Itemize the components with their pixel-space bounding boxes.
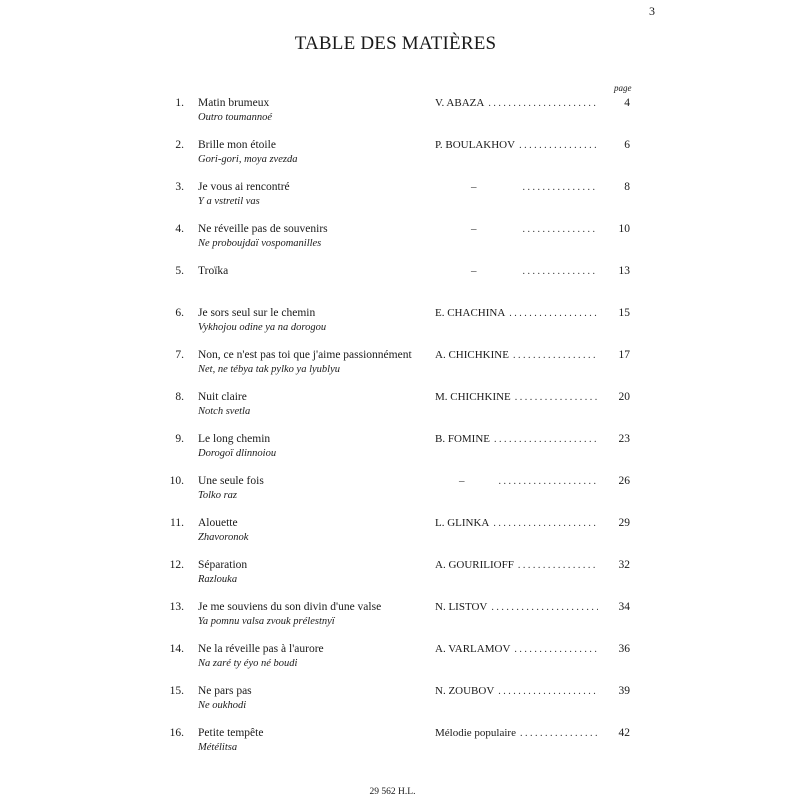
entry-title: Une seule fois	[198, 475, 264, 487]
entry-page: 10	[618, 223, 630, 235]
entry-page: 17	[618, 349, 630, 361]
entry-number: 11.	[170, 517, 184, 529]
entry-titles	[198, 138, 297, 167]
entry-title: Ne la réveille pas à l'aurore	[198, 643, 324, 655]
entry-transliteration: Métélitsa	[198, 742, 238, 753]
entry-titles	[198, 516, 248, 545]
toc-entry	[0, 96, 800, 138]
dot-leader	[513, 348, 598, 363]
dot-leader	[523, 180, 599, 195]
entry-composer: A. GOURILIOFF	[435, 559, 514, 571]
catalog-code: 29 562 H.L.	[369, 787, 416, 797]
toc-entry	[0, 474, 800, 516]
entry-titles	[198, 432, 276, 461]
entry-composer: N. ZOUBOV	[435, 685, 495, 697]
entry-composer: M. CHICHKINE	[435, 391, 511, 403]
toc-entry	[0, 222, 800, 264]
entry-number: 6.	[175, 307, 184, 319]
entry-page: 15	[618, 307, 630, 319]
dot-leader	[515, 390, 598, 405]
entry-title: Matin brumeux	[198, 97, 270, 109]
entry-page: 42	[618, 727, 630, 739]
entry-title: Alouette	[198, 517, 238, 529]
entry-number: 4.	[175, 223, 184, 235]
toc-entry	[0, 390, 800, 432]
entry-transliteration: Na zaré ty éyo né boudi	[198, 658, 298, 669]
toc-entry	[0, 432, 800, 474]
entry-number: 13.	[169, 601, 184, 613]
entry-transliteration: Ne oukhodi	[198, 700, 247, 711]
entry-page: 20	[618, 391, 630, 403]
entry-number: 10.	[169, 475, 184, 487]
entry-titles	[198, 96, 272, 125]
entry-title: Troïka	[198, 265, 229, 277]
toc-entry	[0, 642, 800, 684]
entry-transliteration: Outro toumannoé	[198, 112, 272, 123]
entry-number: 7.	[175, 349, 184, 361]
entry-transliteration: Notch svetla	[198, 406, 251, 417]
entry-page: 8	[624, 181, 630, 193]
entry-composer: N. LISTOV	[435, 601, 488, 613]
entry-number: 14.	[169, 643, 184, 655]
entry-titles	[198, 264, 228, 279]
entry-title: Nuit claire	[198, 391, 247, 403]
entry-composer: L. GLINKA	[435, 517, 490, 529]
entry-composer: P. BOULAKHOV	[435, 139, 516, 151]
entry-titles	[198, 726, 263, 755]
entry-title: Ne réveille pas de souvenirs	[198, 223, 328, 235]
entry-transliteration: Dorogoï dlinnoiou	[198, 448, 277, 459]
entry-number: 5.	[175, 265, 184, 277]
entry-page: 6	[624, 139, 630, 151]
entry-titles	[198, 600, 381, 629]
entry-composer: V. ABAZA	[435, 97, 485, 109]
entry-composer: A. CHICHKINE	[435, 349, 509, 361]
entry-number: 9.	[175, 433, 184, 445]
entry-number: 16.	[169, 727, 184, 739]
page-title: TABLE DES MATIÈRES	[294, 33, 497, 54]
entry-composer: Mélodie populaire	[435, 727, 516, 739]
entry-title: Ne pars pas	[198, 685, 252, 697]
entry-titles	[198, 558, 247, 587]
entry-transliteration: Zhavoronok	[198, 532, 249, 543]
entry-title: Non, ce n'est pas toi que j'aime passionnément	[198, 349, 412, 361]
entry-titles	[198, 348, 412, 377]
entry-titles	[198, 684, 252, 713]
dot-leader	[509, 306, 598, 321]
entry-number: 1.	[175, 97, 184, 109]
entry-transliteration: Tolko raz	[198, 490, 238, 501]
toc-entry	[0, 264, 800, 306]
entry-title: Petite tempête	[198, 727, 264, 739]
entry-title: Séparation	[198, 559, 248, 571]
toc-entry	[0, 558, 800, 600]
dot-leader	[488, 96, 598, 111]
entry-page: 4	[624, 97, 630, 109]
entry-title: Brille mon étoile	[198, 139, 276, 151]
entry-transliteration: Ya pomnu valsa zvouk prélestnyï	[198, 616, 335, 627]
entry-transliteration: Y a vstretil vas	[198, 196, 260, 207]
dot-leader	[520, 726, 598, 741]
entry-titles	[198, 390, 250, 419]
dot-leader	[498, 684, 598, 699]
entry-composer: –	[471, 223, 477, 235]
toc-entry	[0, 600, 800, 642]
entry-composer: B. FOMINE	[435, 433, 491, 445]
entry-transliteration: Razlouka	[198, 574, 238, 585]
entry-number: 3.	[175, 181, 184, 193]
toc-entry	[0, 138, 800, 180]
entry-titles	[198, 642, 324, 671]
toc-entry	[0, 684, 800, 726]
toc-entry	[0, 180, 800, 222]
entry-composer: –	[471, 181, 477, 193]
dot-leader	[514, 642, 598, 657]
entry-page: 13	[618, 265, 630, 277]
entry-transliteration: Net, ne tébya tak pylko ya lyublyu	[198, 364, 340, 375]
toc-entry	[0, 516, 800, 558]
entry-page: 32	[618, 559, 630, 571]
entry-title: Je me souviens du son divin d'une valse	[198, 601, 382, 613]
toc-entry	[0, 306, 800, 348]
page-column-heading: page	[614, 83, 632, 93]
entry-titles	[198, 222, 328, 251]
entry-page: 29	[618, 517, 630, 529]
entry-number: 15.	[169, 685, 184, 697]
table-of-contents	[0, 96, 800, 768]
toc-entry	[0, 348, 800, 390]
entry-composer: E. CHACHINA	[435, 307, 506, 319]
entry-page: 23	[618, 433, 630, 445]
page-number: 3	[649, 4, 655, 18]
entry-page: 34	[618, 601, 630, 613]
entry-number: 12.	[169, 559, 184, 571]
entry-title: Je vous ai rencontré	[198, 181, 290, 193]
dot-leader	[523, 222, 599, 237]
entry-number: 8.	[175, 391, 184, 403]
entry-transliteration: Gori-gori, moya zvezda	[198, 154, 298, 165]
entry-composer: –	[471, 265, 477, 277]
dot-leader	[518, 558, 598, 573]
toc-entry	[0, 726, 800, 768]
dot-leader	[519, 138, 598, 153]
entry-title: Je sors seul sur le chemin	[198, 307, 316, 319]
entry-transliteration: Vykhojou odine ya na dorogou	[198, 322, 327, 333]
entry-number: 2.	[175, 139, 184, 151]
entry-page: 26	[618, 475, 630, 487]
dot-leader	[491, 600, 598, 615]
entry-transliteration: Ne proboujdaï vospomanilles	[198, 238, 322, 249]
dot-leader	[523, 264, 599, 279]
dot-leader	[499, 474, 599, 489]
dot-leader	[494, 432, 598, 447]
entry-titles	[198, 180, 290, 209]
dot-leader	[493, 516, 598, 531]
entry-title: Le long chemin	[198, 433, 271, 445]
entry-composer: A. VARLAMOV	[435, 643, 511, 655]
entry-titles	[198, 474, 264, 503]
entry-page: 39	[618, 685, 630, 697]
entry-titles	[198, 306, 326, 335]
entry-page: 36	[618, 643, 630, 655]
entry-composer: –	[459, 475, 465, 487]
